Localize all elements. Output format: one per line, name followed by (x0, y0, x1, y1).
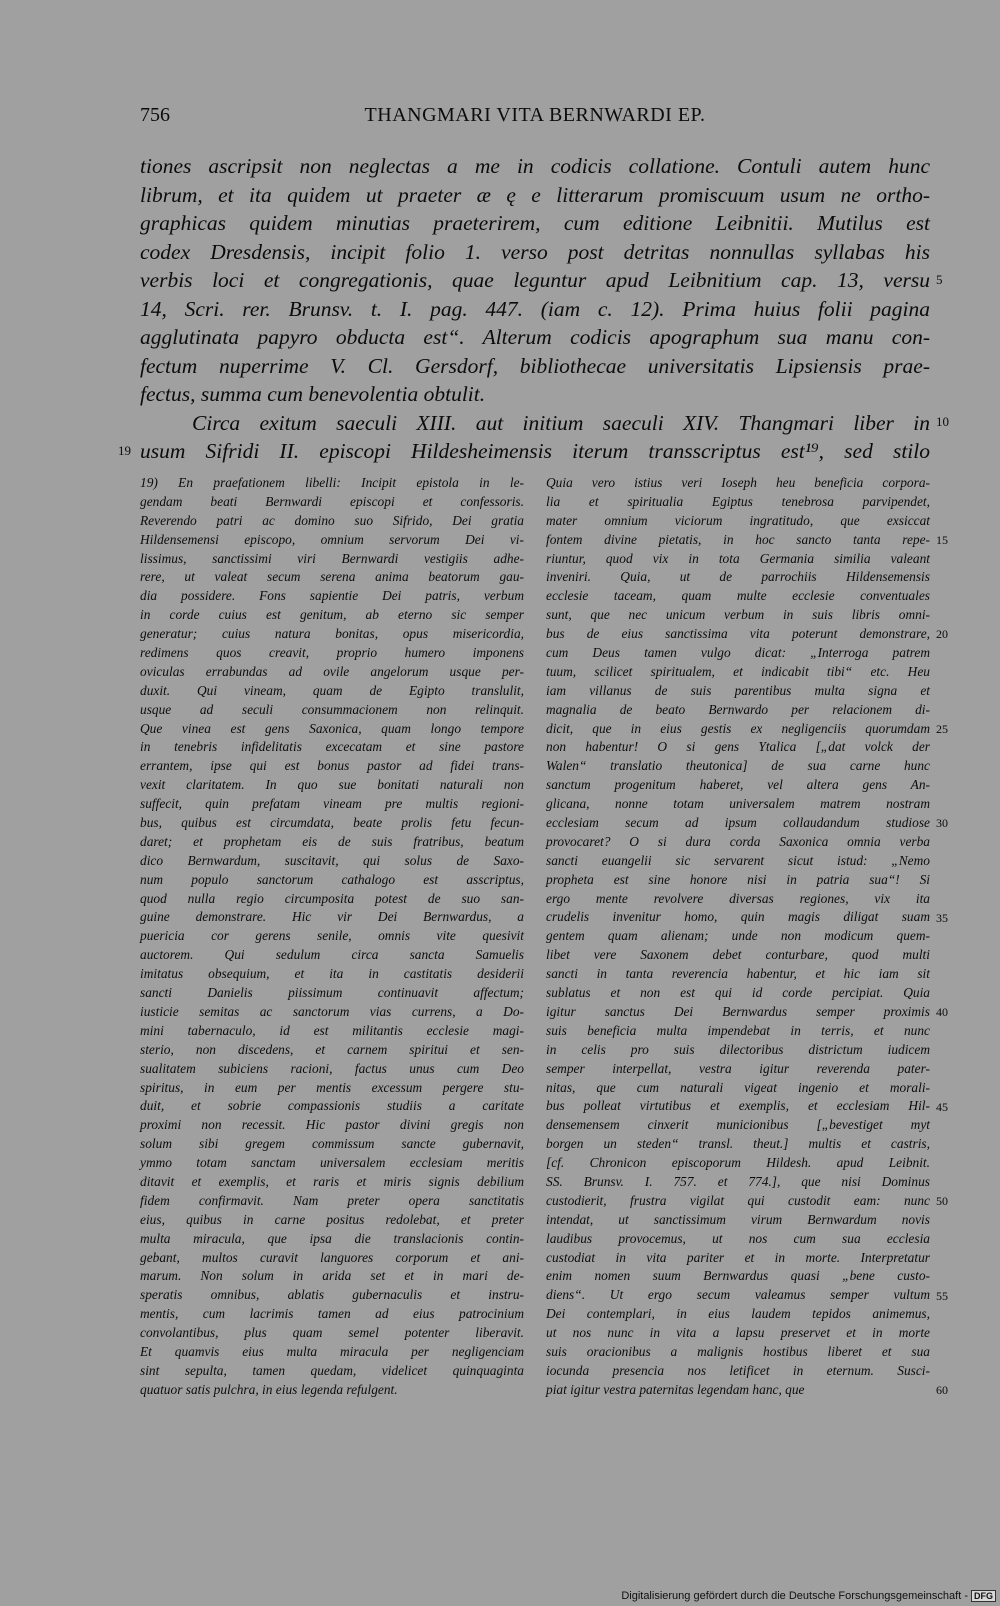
footnote-line: magnalia de beato Bernwardo per relacionem di- (546, 701, 930, 717)
footnote-line-number: 60 (936, 1383, 948, 1398)
footer (621, 1590, 996, 1602)
main-line: graphicas quidem minutias praeterirem, cum editione Leibnitii. Mutilus est (140, 211, 930, 235)
footnote-line-number: 35 (936, 910, 948, 925)
footnote-line: quatuor satis pulchra, in eius legenda refulgent. (140, 1381, 398, 1397)
footnote-line-number: 20 (936, 627, 948, 642)
footnote-line: vexit claritatem. In quo sue bonitati naturali non (140, 777, 524, 793)
footnote-line: borgen un steden“ transl. theut.] multis et castris, (546, 1136, 930, 1152)
footnote-line: Et quamvis eius multa miracula per negligenciam (140, 1343, 524, 1359)
footnote-line: fidem confirmavit. Nam preter opera sanctitatis (140, 1192, 524, 1208)
main-line: fectus, summa cum benevolentia obtulit. (140, 382, 486, 406)
footnote-line: iocunda presencia nos letificet in eternum. Susci- (546, 1362, 930, 1378)
footnote-line: auctorem. Qui sedulum circa sancta Samuelis (140, 947, 524, 963)
footnote-line: bus de eius sanctissima vita poterunt demonstrare, (546, 626, 930, 642)
footnote-line: ecclesiam secum ad ipsum collaudandum studiose (546, 815, 930, 831)
footnote-line: provocaret? O si dura corda Saxonica omnia verba (546, 833, 930, 849)
footnote-column-left (140, 474, 524, 1400)
footnote-line: Dei contemplari, in eius laudem tepidos animemus, (546, 1306, 930, 1322)
footnote-line: ut nos nunc in vita a lapsu preservet et in morte (546, 1325, 930, 1341)
footnote-line: bus, quibus est circumdata, beate prolis fetu fecun- (140, 815, 524, 831)
footnote-line: gendam beati Bernwardi episcopi et confessoris. (140, 493, 524, 509)
footnote-line: iusticie semitas ac sanctorum vias currens, a Do- (140, 1003, 524, 1019)
footnote-line: lia et spiritualia Egiptus tenebrosa parvipendet, (546, 493, 930, 509)
footnote-line: dico Bernwardum, suscitavit, qui solus de Saxo- (140, 852, 524, 868)
footnote-line: suis beneficia multa impendebat in terris, et nunc (546, 1022, 930, 1038)
footnote-line: sancti Danielis piissimum continuavit affectum; (140, 985, 524, 1001)
footnote-line: eius, quibus in carne positus redolebat, et preter (140, 1211, 524, 1227)
footnote-line: dicit, que in eius gestis ex negligenciis quorumdam (546, 720, 930, 736)
footnote-line: nitas, que cum naturali vigeat ingenio et morali- (546, 1079, 930, 1095)
footnote-line: propheta est sine honore nisi in patria sua“! Si (546, 871, 930, 887)
footnote-line: in corde cuius est genitum, ab eterno sic semper (140, 607, 524, 623)
footnote-line: sublatus et non est qui id corde percipiat. Quia (546, 985, 930, 1001)
margin-line-number: 5 (936, 272, 943, 287)
footnote-line-number: 45 (936, 1099, 948, 1114)
footnote-line-number: 55 (936, 1288, 948, 1303)
main-line: verbis loci et congregationis, quae leguntur apud Leibnitium cap. 13, versu (140, 268, 930, 292)
footnote-line: laudibus provocemus, ut nos cum sua ecclesia (546, 1230, 930, 1246)
footnote-line: libet vere Saxonem debet conturbare, quod multi (546, 947, 930, 963)
footnote-line: Hildensemensi episcopo, omnium servorum Dei vi- (140, 531, 524, 547)
footnote-column-right (546, 474, 930, 1400)
footnote-line: Walen“ translatio theutonica] de sua carne hunc (546, 758, 930, 774)
footnote-line: dia possidere. Fons sapientie Dei patris, verbum (140, 588, 524, 604)
footnote-line: suffecit, quin prefatam vineam pre multis regioni- (140, 796, 524, 812)
footnote-line: in celis pro suis dilectoribus districtum iudicem (546, 1041, 930, 1057)
footnote-line-number: 25 (936, 721, 948, 736)
main-line: 14, Scri. rer. Brunsv. t. I. pag. 447. (iam c. 12). Prima huius folii pagina (140, 296, 930, 321)
footnote-line: sancti euangelii sic servarent sicut istud: „Nemo (546, 852, 930, 868)
main-line: librum, et ita quidem ut praeter æ ę e litterarum promiscuum usum ne ortho- (140, 182, 930, 207)
footnote-line: quod nulla regio circumposita potest de suo san- (140, 890, 524, 906)
footnote-line: guine demonstrare. Hic vir Dei Bernwardus, a (140, 909, 524, 925)
footnote-line: ditavit et exemplis, et raris et miris signis debilium (140, 1173, 524, 1189)
footnote-line: Que vinea est gens Saxonica, quam longo tempore (140, 720, 524, 736)
footnote-line: sualitatem subiciens racioni, factus unus cum Deo (140, 1060, 524, 1076)
footnote-line: riuntur, quod vix in tota Germania similia valeant (546, 550, 930, 566)
footnote-line: piat igitur vestra paternitas legendam hanc, que (546, 1381, 805, 1397)
footnote-line: daret; et prophetam eis de suis fratribus, beatum (140, 833, 524, 849)
footnote-line: errantem, ipse qui est bonus pastor ad fidei trans- (140, 758, 524, 774)
footnote-line: non habentur! O si gens Ytalica [„dat volck der (546, 739, 930, 755)
footnote-line: ergo mente revolvere diversas regiones, vix ita (546, 890, 930, 906)
footnote-line: sterio, non discedens, et carnem spiritui et sen- (140, 1041, 524, 1057)
footnote-line: suis oracionibus a malignis hostibus liberet et sua (546, 1343, 930, 1359)
footnote-line-number: 40 (936, 1005, 948, 1020)
footnote-line: spiritus, in eum per mentis excessum pergere stu- (140, 1079, 524, 1095)
footnote-line: oviculas errabundas ad ovile angelorum usque per- (140, 663, 524, 679)
footnote-line-number: 50 (936, 1194, 948, 1209)
main-text (140, 152, 930, 466)
footnote-line: redimens quos creavit, proprio humero imponens (140, 645, 524, 661)
footnote-line: custodiat in vita pariter et in morte. Interpretatur (546, 1249, 930, 1265)
footnote-line: mentis, cum lacrimis tamen ad eius patrocinium (140, 1306, 524, 1322)
footnote-line: diens“. Ut ergo secum valeamus semper vultum (546, 1287, 930, 1303)
footnote-line: imitatus obsequium, et ita in castitatis desiderii (140, 966, 524, 982)
footnote-line: sunt, que nec unicum verbum in suis libris omni- (546, 607, 930, 623)
footnote-line: usque ad seculi consummacionem non relinquit. (140, 701, 524, 717)
footnote-line: fontem divine pietatis, in hoc sancto tanta repe- (546, 531, 930, 547)
dfg-logo: DFG (971, 1590, 996, 1602)
footnote-line: igitur sanctus Dei Bernwardus semper proximis (546, 1003, 930, 1019)
footnote-line: num populo sanctorum cathalogo est asscriptus, (140, 871, 524, 887)
main-line: fectum nuperrime V. Cl. Gersdorf, bibliothecae universitatis Lipsiensis prae- (140, 353, 930, 378)
footnote-line: densemensem cinxerit municionibus [„bevestiget myt (546, 1117, 930, 1133)
footnote-line: ymmo totam sanctam universalem ecclesiam meritis (140, 1155, 524, 1171)
main-line: codex Dresdensis, incipit folio 1. verso post detritas nonnullas syllabas his (140, 239, 930, 264)
margin-line-number: 10 (936, 414, 949, 429)
footnote-line: proximi non recessit. Hic pastor divini gregis non (140, 1117, 524, 1133)
footnote-line: generatur; cuius natura bonitas, opus misericordia, (140, 626, 524, 642)
footnote-line: bus polleat virtutibus et exemplis, et ecclesiam Hil- (546, 1098, 930, 1114)
footnote-line: solum sibi gregem commissum sancte gubernavit, (140, 1136, 524, 1152)
footnote-line: mater omnium viciorum ingratitudo, que exsiccat (546, 512, 930, 528)
page-number: 756 (140, 104, 170, 126)
footnote-line: inveniri. Quia, ut de parrochiis Hildensemensis (546, 569, 930, 585)
footnote-line: rere, ut valeat secum serena anima beatorum gau- (140, 569, 524, 585)
footnote-line: ecclesie taceam, quam multe ecclesie conventuales (546, 588, 930, 604)
footnote-line: enim nomen suum Bernwardus quasi „bene custo- (546, 1268, 930, 1284)
footnote-line: tuum, scilicet spiritualem, et indicabit tibi“ etc. Heu (546, 663, 930, 679)
footnote-line: puericia cor gerens senile, omnis vite quesivit (140, 928, 524, 944)
footer-text: Digitalisierung gefördert durch die Deutsche Forschungsgemeinschaft - (621, 1590, 968, 1602)
footnote-line: in tenebris infidelitatis excecatam et sine pastore (140, 739, 524, 755)
footnote-line: Quia vero istius veri Ioseph heu beneficia corpora- (546, 475, 930, 490)
footnote-line: gentem quam alienam; unde non modicum quem- (546, 928, 930, 944)
footnote-line: [cf. Chronicon episcoporum Hildesh. apud Leibnit. (546, 1155, 930, 1171)
footnote-line: multa miracula, que ipsa die translacionis contin- (140, 1230, 524, 1246)
main-line: Circa exitum saeculi XIII. aut initium saeculi XIV. Thangmari liber in (192, 410, 930, 435)
footnote-line: crudelis invenitur homo, quin magis diligat suam (546, 909, 930, 925)
main-line: tiones ascripsit non neglectas a me in codicis collatione. Contuli autem hunc (140, 154, 930, 178)
footnote-line: convolantibus, plus quam semel potenter liberavit. (140, 1325, 524, 1341)
footnote-line: duit, et sobrie compassionis studiis a caritate (140, 1098, 524, 1114)
main-line: usum Sifridi II. episcopi Hildesheimensis iterum transscriptus est¹⁹, sed stilo (140, 439, 930, 463)
footnote-line: gebant, multos curavit languores corporum et ani- (140, 1249, 524, 1265)
footnote-line: 19) En praefationem libelli: Incipit epistola in le- (140, 475, 524, 490)
footnote-line: mini tabernaculo, id est militantis ecclesie magi- (140, 1022, 524, 1038)
footnote-line: sancti in tanta reverencia habentur, et hic iam sit (546, 966, 930, 982)
footnote-line: intendat, ut sanctissimum virum Bernwardum novis (546, 1211, 930, 1227)
main-line: agglutinata papyro obducta est“. Alterum codicis apographum sua manu con- (140, 325, 930, 349)
footnote-line-number: 30 (936, 816, 948, 831)
footnote-line: duxit. Qui vineam, quam de Egipto translulit, (140, 682, 524, 698)
footnote-line: sanctum progenitum haberet, vel altera gens An- (546, 777, 930, 793)
footnote-line: glicana, nonne totam universalem matrem nostram (546, 796, 930, 812)
running-header (140, 104, 930, 134)
footnote-line: sint sepulta, tamen quedam, videlicet quinquaginta (140, 1362, 524, 1378)
footnote-line: speratis omnibus, ablatis gubernaculis et instru- (140, 1287, 524, 1303)
footnote-line: marum. Non solum in arida set et in mari de- (140, 1268, 524, 1284)
footnote-line: Reverendo patri ac domino suo Sifrido, Dei gratia (140, 512, 524, 528)
footnote-line: cum Deus tamen vulgo dicat: „Interroga patrem (546, 645, 930, 661)
footnote-line: iam villanus de suis parentibus multa signa et (546, 682, 930, 698)
footnote-line: SS. Brunsv. I. 757. et 774.], que nisi Dominus (546, 1173, 930, 1189)
footnote-line: lissimus, sanctissimi viri Bernwardi vestigiis adhe- (140, 550, 524, 566)
footnote-marker: 19 (118, 443, 131, 458)
footnote-line: custodierit, frustra vigilat qui custodit eam: nunc (546, 1192, 930, 1208)
footnote-line-number: 15 (936, 532, 948, 547)
running-title: THANGMARI VITA BERNWARDI EP. (364, 104, 706, 126)
footnote-line: semper interpellat, vestra igitur reverenda pater- (546, 1060, 930, 1076)
